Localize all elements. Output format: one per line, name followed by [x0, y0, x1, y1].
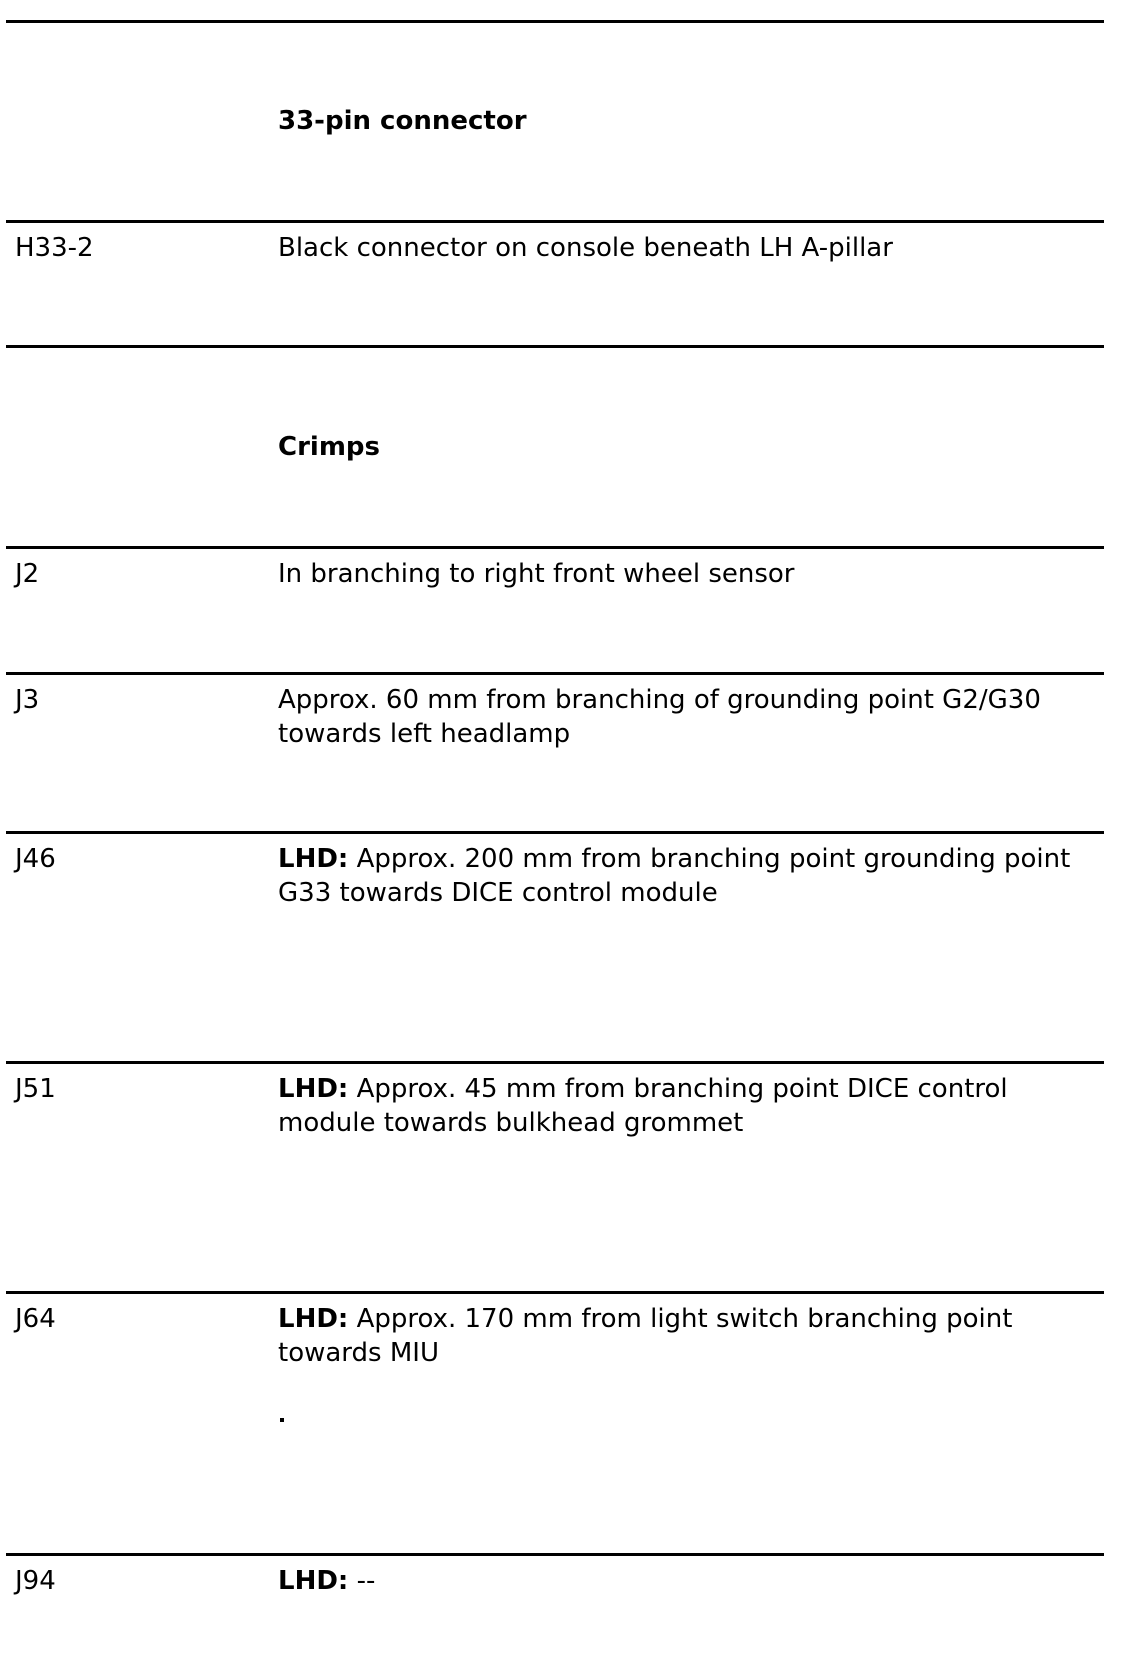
crimp-description — [278, 1072, 1078, 1140]
crimp-description — [278, 1302, 1078, 1370]
divider — [6, 1291, 1104, 1294]
crimp-text: In branching to right front wheel sensor — [278, 559, 795, 589]
divider — [6, 220, 1104, 223]
divider — [6, 672, 1104, 675]
crimp-tag: LHD: — [278, 1566, 349, 1596]
section-heading-connector: 33-pin connector — [278, 106, 527, 136]
crimp-code: J94 — [15, 1566, 56, 1596]
crimp-description — [278, 683, 1078, 751]
crimp-tag: LHD: — [278, 844, 349, 874]
crimp-code: J2 — [15, 559, 40, 589]
crimp-description — [278, 557, 1078, 591]
crimp-tag: LHD: — [278, 1304, 349, 1334]
crimp-text: Approx. 200 mm from branching point grounding point G33 towards DICE control module — [278, 844, 1071, 908]
divider — [6, 1061, 1104, 1064]
crimp-text: Approx. 45 mm from branching point DICE control module towards bulkhead grommet — [278, 1074, 1008, 1138]
crimp-code: J51 — [15, 1074, 56, 1104]
divider — [6, 20, 1104, 23]
divider — [6, 1553, 1104, 1556]
crimp-code: J3 — [15, 685, 40, 715]
divider — [6, 345, 1104, 348]
stray-mark — [280, 1418, 284, 1422]
crimp-code: J64 — [15, 1304, 56, 1334]
crimp-text: -- — [348, 1566, 376, 1596]
crimp-description — [278, 842, 1078, 910]
divider — [6, 546, 1104, 549]
crimp-text: Approx. 170 mm from light switch branching point towards MIU — [278, 1304, 1013, 1368]
crimp-description — [278, 1564, 1078, 1598]
crimp-text: Approx. 60 mm from branching of grounding point G2/G30 towards left headlamp — [278, 685, 1041, 749]
connector-code: H33-2 — [15, 233, 94, 263]
crimp-tag: LHD: — [278, 1074, 349, 1104]
section-heading-crimps: Crimps — [278, 432, 380, 462]
divider — [6, 831, 1104, 834]
connector-description: Black connector on console beneath LH A-pillar — [278, 233, 893, 263]
crimp-code: J46 — [15, 844, 56, 874]
